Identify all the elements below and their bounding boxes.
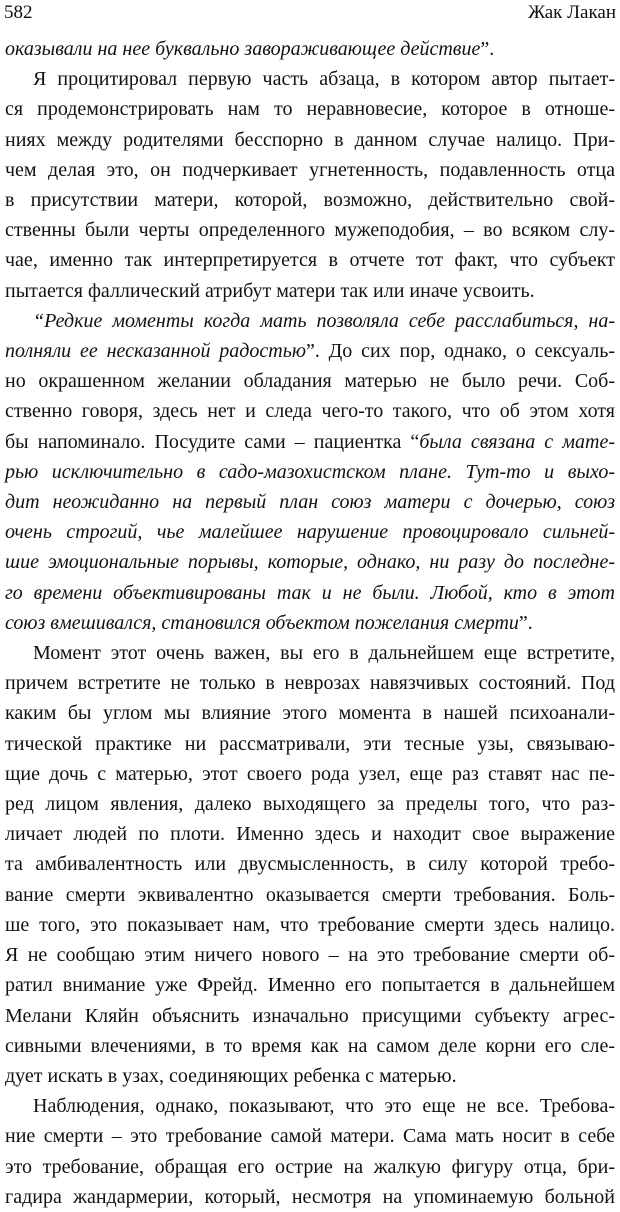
text-segment: Я не сообщаю этим ничего нового – на это требование смерти об- [5,944,615,967]
text-line [5,64,615,94]
text-segment: в присутствии матери, которой, возможно, действительно свой- [5,189,615,212]
text-line [5,94,615,124]
text-segment: причем встретите не только в неврозах навязчивых состояний. Под [5,672,615,695]
text-segment: Момент этот очень важен, вы его в дальнейшем еще встретите, [33,642,615,665]
text-segment: та амбивалентность или двусмысленность, в силу которой требо- [5,853,615,876]
italic-quote-segment: полняли ее несказанной радостью [5,340,306,363]
text-line [5,185,615,215]
text-line [5,517,615,547]
text-line [5,789,615,819]
text-line [5,396,615,426]
text-line [5,698,615,728]
text-line [5,276,615,306]
text-line [5,940,615,970]
text-line [5,336,615,366]
italic-quote-segment: союз вмешивался, становился объектом пожелания смерти [5,611,519,634]
text-line [5,1091,615,1121]
italic-quote-segment: была связана с мате- [419,430,615,453]
text-line [5,427,615,457]
text-segment: ред лицом явления, далеко выходящего за пределы того, что раз- [5,793,615,816]
text-line [5,880,615,910]
text-segment: вание смерти эквивалентно оказывается смерти требования. Боль- [5,883,615,906]
text-segment: Мелани Кляйн объяснить изначально присущими субъекту агрес- [5,1004,615,1027]
text-line [5,34,615,64]
text-segment: Наблюдения, однако, показывают, что это еще не все. Требова- [33,1095,615,1118]
text-line [5,547,615,577]
text-segment: бы напоминало. Посудите сами – пациентка “ [5,430,420,453]
text-segment: ся продемонстрировать нам то неравновесие, которое в отноше- [5,98,615,121]
text-line [5,1182,615,1212]
text-line [5,578,615,608]
text-segment: ”. [518,611,533,634]
text-line [5,819,615,849]
text-segment: ”. [480,38,495,60]
running-title: Жак Лакан [528,2,616,23]
text-line [5,849,615,879]
text-line [5,245,615,275]
text-segment: ственно говоря, здесь нет и следа чего-то такого, что об этом хотя [5,400,615,423]
italic-quote-segment: шие эмоциональные порывы, которые, однако, ни разу до последне- [5,551,615,574]
text-line [5,1061,615,1091]
italic-quote-segment: го времени объективированы так и не были. Любой, кто в этот [5,581,615,604]
text-segment: ше того, это показывает нам, что требование смерти здесь налицо. [5,913,615,936]
text-segment: чем делая это, он подчеркивает угнетенность, подавленность отца [5,158,615,181]
body-text [5,34,615,1212]
page-number: 582 [4,2,33,23]
text-line [5,487,615,517]
text-segment: щие дочь с матерью, этот своего рода узел, еще раз ставят нас пе- [5,762,615,785]
text-segment: ниях между родителями бесспорно в данном случае налицо. При- [5,128,615,151]
text-segment: Я процитировал первую часть абзаца, в котором автор пытает- [33,68,615,91]
text-line [5,215,615,245]
italic-quote-segment: рью исключительно в садо-мазохистском плане. Тут-то и выхо- [5,460,615,483]
italic-quote-segment: “Редкие моменты когда мать позволяла себе расслабиться, на- [33,309,615,332]
text-segment: тической практике ни рассматривали, эти тесные узы, связываю- [5,732,615,755]
text-line [5,306,615,336]
text-line [5,910,615,940]
text-segment: ние смерти – это требование самой матери. Сама мать носит в себе [5,1125,615,1148]
text-segment: личает людей по плоти. Именно здесь и находит свое выражение [5,823,615,846]
text-line [5,608,615,638]
text-segment: каким бы углом мы влияние этого момента в нашей психоанали- [5,702,615,725]
text-line [5,1121,615,1151]
text-line [5,125,615,155]
text-line [5,1152,615,1182]
text-segment: пытается фаллический атрибут матери так или иначе усвоить. [5,279,535,302]
text-line [5,638,615,668]
text-segment: дует искать в узах, соединяющих ребенка с матерью. [5,1064,457,1087]
text-segment: гадира жандармерии, который, несмотря на упоминаемую больной [5,1185,615,1208]
text-line [5,1001,615,1031]
text-line [5,759,615,789]
text-line [5,668,615,698]
text-line [5,155,615,185]
text-segment: ратил внимание уже Фрейд. Именно его попытается в дальнейшем [5,974,615,997]
italic-quote-segment: оказывали на нее буквально завораживающее действие [5,38,481,60]
text-segment: чае, именно так интерпретируется в отчете тот факт, что субъект [5,249,615,272]
text-segment: ”. До сих пор, однако, о сексуаль- [305,340,615,363]
text-line [5,970,615,1000]
text-segment: но окрашенном желании обладания матерью не было речи. Соб- [5,370,615,393]
italic-quote-segment: дит неожиданно на первый план союз матери с дочерью, союз [5,491,615,514]
text-line [5,366,615,396]
text-line [5,457,615,487]
page-header [4,2,616,30]
italic-quote-segment: очень строгий, чье малейшее нарушение провоцировало сильней- [5,521,615,544]
text-line [5,1031,615,1061]
text-segment: сивными влечениями, в то время как на самом деле корни его сле- [5,1034,615,1057]
text-segment: ственны были черты определенного мужеподобия, – во всяком слу- [5,219,615,242]
text-segment: это требование, обращая его острие на жалкую фигуру отца, бри- [5,1155,615,1178]
text-line [5,729,615,759]
